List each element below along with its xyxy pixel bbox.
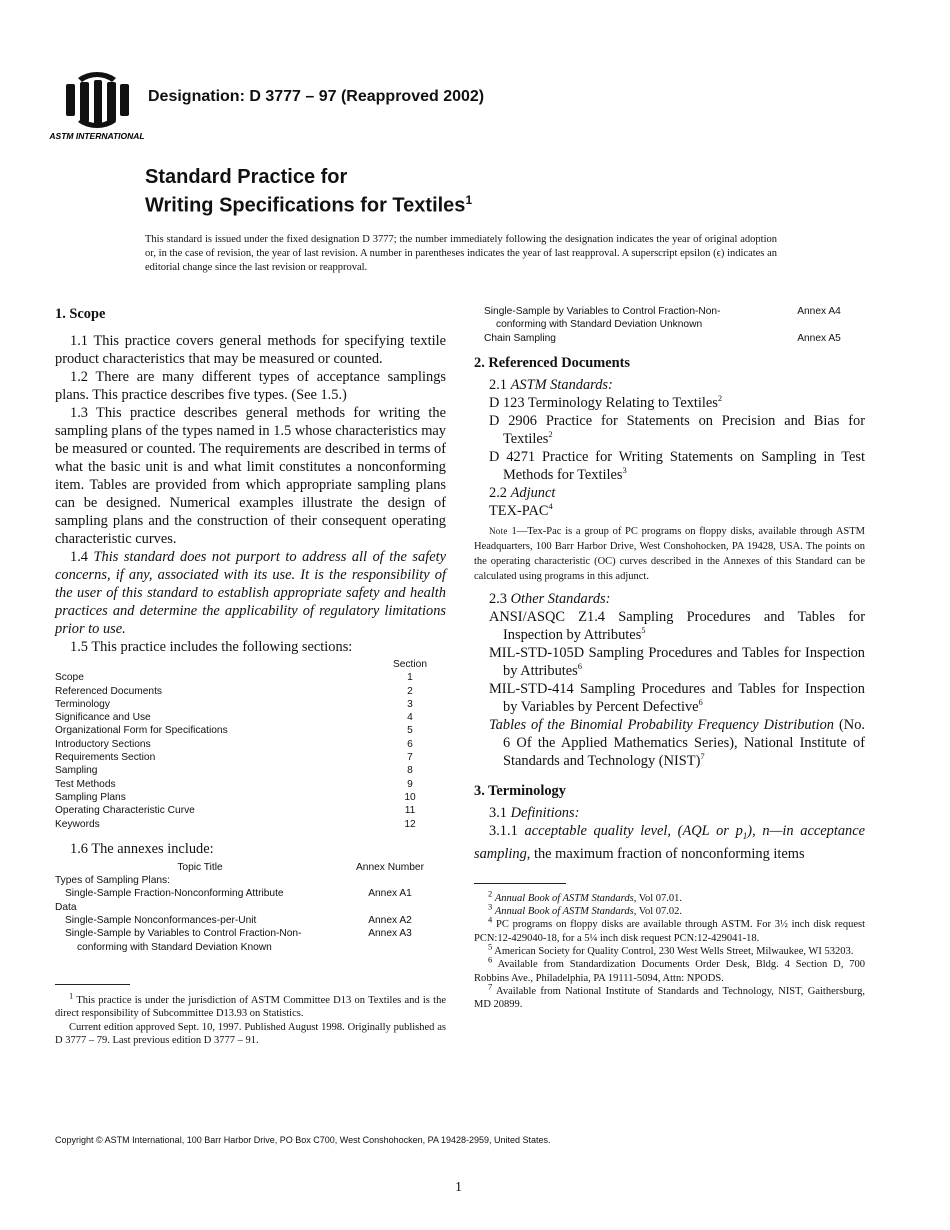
section-name: Sampling xyxy=(55,765,98,777)
sections-table-row xyxy=(55,685,446,698)
footnote-5: $^5$ American Society for Quality Control, 230 West Wells Street, Milwaukee, WI 53203. xyxy=(488,941,854,957)
section-heading-terminology: 3. Terminology xyxy=(474,782,566,799)
paragraph-1-4: 1.4 This standard does not purport to address all of the safety concerns, if any, associated with its use. It is the responsibility of the user of this standard to establish appropriate safety and health practices and determine the applicability of regulatory limitations prior to use. xyxy=(55,549,446,637)
ref-d123: D 123 Terminology Relating to Textiles$^2$ xyxy=(489,393,723,411)
section-number: 11 xyxy=(404,805,416,817)
sections-header: Section xyxy=(393,659,427,670)
paragraph-3-1-1: 3.1.1 acceptable quality level, (AQL or $p_1$), n—in acceptance sampling, the maximum fraction of nonconforming items xyxy=(474,822,865,862)
ref-texpac: TEX-PAC$^4$ xyxy=(489,501,553,519)
sections-table-row xyxy=(55,671,446,684)
section-number: 12 xyxy=(404,818,416,830)
annex-table xyxy=(55,861,435,954)
footnote-3: $^3$ Annual Book of ASTM Standards, Vol 07.02. xyxy=(488,901,683,918)
footnote-7: $^7$ Available from National Institute of Standards and Technology, NIST, Gaithersburg, MD 20899. xyxy=(474,981,866,1011)
footnote-1-edition: Current edition approved Sept. 10, 1997. Published August 1998. Originally published as D 3777 – 79. Last previous edition D 3777 – 91. xyxy=(55,1021,446,1046)
annex-a4-topic-cont: conforming with Standard Deviation Unknown xyxy=(496,319,703,331)
ref-mil-105d: MIL-STD-105D Sampling Procedures and Tables for Inspection by Attributes$^6$ xyxy=(489,644,865,679)
annex-a3-topic: Single-Sample by Variables to Control Fraction-Non- xyxy=(65,928,302,940)
paragraph-1-3: 1.3 This practice describes general methods for writing the sampling plans of the types named in 1.5 whose characteristics may be measured or counted. The requirements are described in terms of what the basic unit is and what limit constitutes a nonconforming item. Tables are provided from which appropriate sampling plans can be designed. Numerical examples illustrate the design of sampling plans and the construction of their consequent operating characteristic curves. xyxy=(55,405,446,547)
annex-a1-topic: Single-Sample Fraction-Nonconforming Attribute xyxy=(65,888,284,900)
ref-d2906: D 2906 Practice for Statements on Precision and Bias for Textiles$^2$ xyxy=(489,412,865,447)
annex-group-label: Types of Sampling Plans: xyxy=(55,875,170,887)
sections-table-row xyxy=(55,818,446,831)
ref-mil-414: MIL-STD-414 Sampling Procedures and Tables for Inspection by Variables by Percent Defective$^6$ xyxy=(489,680,865,715)
section-number: 7 xyxy=(407,752,413,764)
section-number: 6 xyxy=(407,738,413,750)
sections-table-row xyxy=(55,751,446,764)
footnote-2: $^2$ Annual Book of ASTM Standards, Vol 07.01. xyxy=(488,888,683,904)
annex-a4-topic: Single-Sample by Variables to Control Fraction-Non- xyxy=(484,306,721,317)
footnotes-right xyxy=(474,888,866,1012)
annex-a1-topic-cont: Data xyxy=(55,901,77,913)
document-title xyxy=(145,166,472,218)
section-name: Keywords xyxy=(55,818,100,830)
sections-table xyxy=(55,658,446,831)
section-number: 2 xyxy=(407,685,413,697)
section-number: 5 xyxy=(407,725,413,737)
section-number: 1 xyxy=(407,672,413,684)
annex-a4-number: Annex A4 xyxy=(797,306,841,317)
annex-a1-number: Annex A1 xyxy=(368,888,412,900)
section-name: Scope xyxy=(55,672,84,684)
sections-table-row xyxy=(55,724,446,737)
paragraph-1-6: 1.6 The annexes include: xyxy=(70,840,214,857)
section-name: Test Methods xyxy=(55,778,116,790)
ref-d4271: D 4271 Practice for Writing Statements on Sampling in Test Methods for Textiles$^3$ xyxy=(489,448,865,483)
paragraph-2-1: 2.1 ASTM Standards: xyxy=(489,376,613,393)
page-number: 1 xyxy=(455,1180,462,1195)
footnotes-left: $^1$ This practice is under the jurisdiction of ASTM Committee D13 on Textiles and is the direct responsibility of Subcommittee D13.93 on Statistics. Current edition approved Sept. 10, 1997. Published August 1998. Originally published as D 3777 – 79. Last previous edition D 3777 – 91. xyxy=(55,990,446,1046)
annex-header-number: Annex Number xyxy=(356,861,424,873)
section-name: Operating Characteristic Curve xyxy=(55,805,195,817)
annex-a2-number: Annex A2 xyxy=(368,915,412,927)
section-number: 8 xyxy=(407,765,413,777)
title-line-2: Writing Specifications for Textiles xyxy=(145,194,466,217)
designation: Designation: D 3777 – 97 (Reapproved 2002) xyxy=(148,88,485,105)
paragraph-1-1: 1.1 This practice covers general methods for specifying textile product characteristics that may be measured or counted. xyxy=(55,333,446,367)
section-name: Referenced Documents xyxy=(55,685,163,697)
section-heading-scope: 1. Scope xyxy=(55,306,106,322)
paragraph-1-5: 1.5 This practice includes the following sections: xyxy=(70,639,353,655)
sections-table-row xyxy=(55,764,446,777)
footnote-rule xyxy=(55,984,130,985)
paragraph-2-3: 2.3 Other Standards: xyxy=(489,590,611,607)
astm-logo xyxy=(49,70,145,142)
annex-header-topic: Topic Title xyxy=(177,861,223,873)
annex-table-continued xyxy=(484,305,864,345)
footnote-6: $^6$ Available from Standardization Documents Order Desk, Bldg. 4 Section D, 700 Robbins Ave., Philadelphia, PA 19111-5094, Attn: NPODS. xyxy=(474,954,866,984)
ref-ansi: ANSI/ASQC Z1.4 Sampling Procedures and Tables for Inspection by Attributes$^5$ xyxy=(489,608,865,643)
section-name: Introductory Sections xyxy=(55,738,151,750)
section-number: 10 xyxy=(404,791,416,803)
logo-text: ASTM INTERNATIONAL xyxy=(49,131,145,141)
paragraph-2-2: 2.2 Adjunct xyxy=(489,484,556,501)
title-footnote-ref: 1 xyxy=(465,193,473,207)
annex-a2-topic: Single-Sample Nonconformances-per-Unit xyxy=(65,915,257,927)
ref-binomial-tables: Tables of the Binomial Probability Frequency Distribution (No. 6 Of the Applied Mathematics Series), National Institute of Standards and Technology (NIST)$^7$ xyxy=(489,716,865,769)
title-line-1: Standard Practice for xyxy=(145,166,348,188)
sections-table-row xyxy=(55,711,446,724)
section-number: 3 xyxy=(407,698,413,710)
copyright: Copyright © ASTM International, 100 Barr Harbor Drive, PO Box C700, West Conshohocken, PA 19428-2959, United States. xyxy=(55,1135,551,1145)
section-name: Terminology xyxy=(55,698,110,710)
section-name: Significance and Use xyxy=(55,712,151,724)
paragraph-1-2: 1.2 There are many different types of acceptance samplings plans. This practice describes five types. (See 1.5.) xyxy=(55,369,446,403)
footnote-rule-right xyxy=(474,883,566,884)
annex-a5-topic: Chain Sampling xyxy=(484,332,556,344)
section-heading-referenced-documents: 2. Referenced Documents xyxy=(474,354,630,371)
annex-a3-topic-cont: conforming with Standard Deviation Known xyxy=(77,941,272,953)
sections-table-row xyxy=(55,778,446,791)
paragraph-3-1: 3.1 Definitions: xyxy=(489,804,580,821)
footnote-1: This practice is under the jurisdiction of ASTM Committee D13 on Textiles and is the direct responsibility of Subcommittee D13.93 on Statistics. xyxy=(55,994,446,1020)
preamble: This standard is issued under the fixed designation D 3777; the number immediately following the designation indicates the year of original adoption or, in the case of revision, the year of last revision. A number in parentheses indicates the year of last reapproval. A superscript epsilon (ϵ) indicates an editorial change since the last revision or reapproval. xyxy=(145,234,777,274)
section-name: Requirements Section xyxy=(55,752,156,764)
section-name: Sampling Plans xyxy=(55,791,126,803)
section-number: 9 xyxy=(407,778,413,790)
section-name: Organizational Form for Specifications xyxy=(55,725,228,737)
annex-a3-number: Annex A3 xyxy=(368,928,412,940)
sections-table-row xyxy=(55,698,446,711)
left-column xyxy=(55,305,446,1047)
footnote-4: $^4$ PC programs on floppy disks are available through ASTM. For 3½ inch disk request PCN:12-429040-18, for a 5¼ inch disk request PCN:12-429041-18. xyxy=(474,914,866,944)
annex-a5-number: Annex A5 xyxy=(797,332,841,344)
sections-table-row xyxy=(55,738,446,751)
right-column xyxy=(474,305,865,1011)
section-number: 4 xyxy=(407,712,413,724)
note-1: Note 1—Tex-Pac is a group of PC programs on floppy disks, available through ASTM Headquarters, 100 Barr Harbor Drive, West Conshohocken, PA 19428, USA. The points on the operating characteristic (OC) curves described in the Annexes of this Standard can be calculated using programs in this adjunct. xyxy=(474,525,866,582)
sections-table-row xyxy=(55,804,446,817)
sections-table-row xyxy=(55,791,446,804)
